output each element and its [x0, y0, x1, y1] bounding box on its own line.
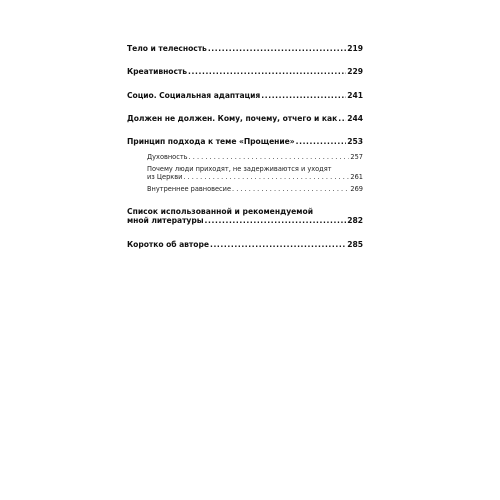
toc-subentry-page: 269	[350, 185, 363, 193]
toc-entry	[127, 67, 363, 76]
toc-leader-dots	[189, 153, 350, 161]
toc-entry	[127, 240, 363, 249]
toc-entry-title: Креативность	[127, 67, 188, 76]
toc-entry	[127, 91, 363, 100]
toc-entry-page: 219	[347, 44, 363, 53]
toc-leader-dots	[261, 91, 346, 100]
toc-entry-line2	[127, 216, 363, 225]
toc-entry	[127, 137, 363, 146]
toc-leader-dots	[232, 185, 349, 193]
toc-leader-dots	[183, 173, 349, 181]
toc-entry-title: Принцип подхода к теме «Прощение»	[127, 137, 295, 146]
toc-subentry-title: Духовность	[147, 153, 188, 161]
toc-leader-dots	[208, 44, 346, 53]
toc-entry-title: Должен не должен. Кому, почему, отчего и как	[127, 114, 338, 123]
toc-leader-dots	[188, 67, 346, 76]
toc-entry-page: 253	[347, 137, 363, 146]
toc-leader-dots	[296, 137, 347, 146]
toc-subentry-title: Внутреннее равновесие	[147, 185, 232, 193]
table-of-contents	[127, 44, 363, 249]
toc-subentry-page: 261	[350, 173, 363, 181]
toc-subentry-line1: Почему люди приходят, не задерживаются и уходят	[147, 165, 332, 173]
toc-entry-page: 282	[347, 216, 363, 225]
toc-leader-dots	[210, 240, 346, 249]
toc-entry	[127, 114, 363, 123]
toc-entry	[127, 44, 363, 53]
toc-subentry	[147, 173, 363, 181]
toc-entry-page: 229	[347, 67, 363, 76]
toc-subentry-title: из Церкви	[147, 173, 183, 181]
toc-entry-page: 285	[347, 240, 363, 249]
toc-leader-dots	[338, 114, 346, 123]
toc-entry	[127, 207, 363, 225]
toc-entry-title: мной литературы	[127, 216, 204, 225]
toc-subentry	[147, 185, 363, 193]
toc-entry-title: Коротко об авторе	[127, 240, 209, 249]
toc-entry-title: Тело и телесность	[127, 44, 207, 53]
toc-subentry-page: 257	[350, 153, 363, 161]
toc-entry-title: Социо. Социальная адаптация	[127, 91, 261, 100]
toc-entry-page: 241	[347, 91, 363, 100]
toc-leader-dots	[205, 216, 347, 225]
toc-entry-title-line1: Список использованной и рекомендуемой	[127, 207, 314, 216]
toc-entry-page: 244	[347, 114, 363, 123]
toc-subentry	[147, 153, 363, 161]
